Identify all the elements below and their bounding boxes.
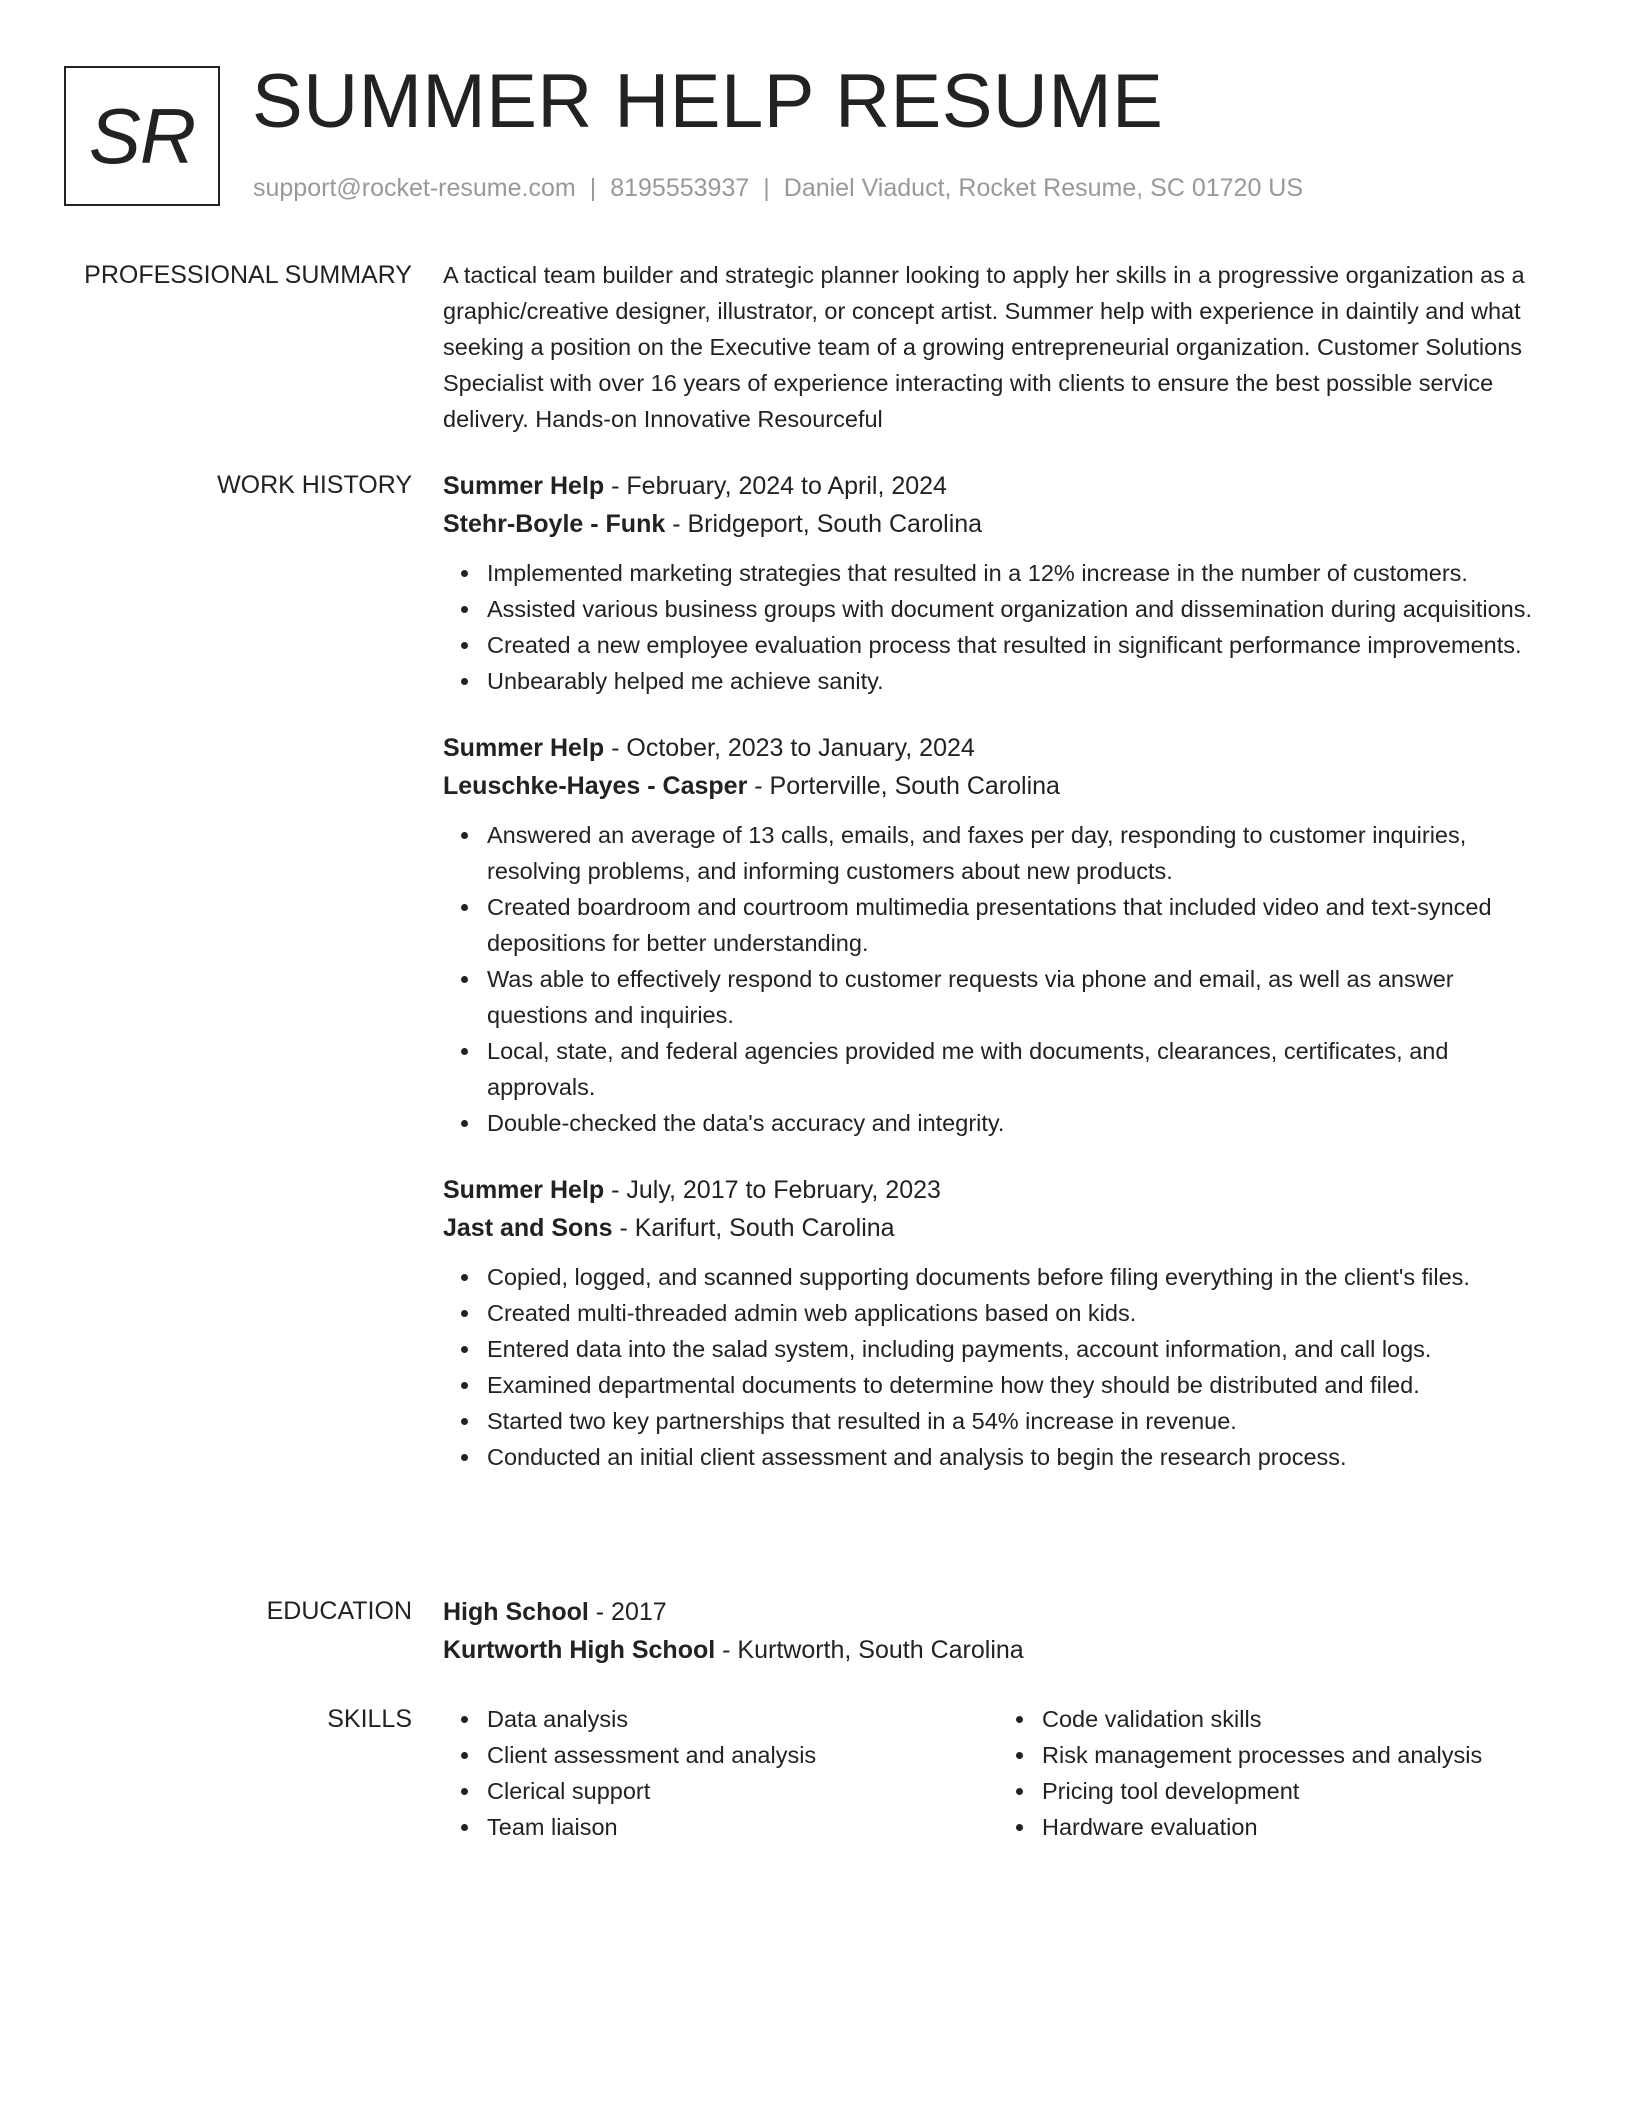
skill-item: Clerical support (487, 1773, 998, 1809)
job-location: - Karifurt, South Carolina (612, 1214, 895, 1242)
contact-separator: | (589, 174, 597, 202)
contact-email: support@rocket-resume.com (253, 174, 576, 202)
job-title-line (443, 1171, 1553, 1209)
skills-list-right (998, 1701, 1553, 1845)
section-label-work-history: WORK HISTORY (217, 471, 412, 499)
skill-item: Data analysis (487, 1701, 998, 1737)
education-year: - 2017 (588, 1598, 667, 1626)
list-item: Implemented marketing strategies that resulted in a 12% increase in the number of customers. (487, 555, 1553, 591)
job-company-line (443, 505, 1553, 543)
job-title-line (443, 729, 1553, 767)
list-item: Started two key partnerships that resulted in a 54% increase in revenue. (487, 1403, 1553, 1439)
skill-item: Pricing tool development (1042, 1773, 1553, 1809)
list-item: Conducted an initial client assessment and analysis to begin the research process. (487, 1439, 1553, 1475)
job-dates: - February, 2024 to April, 2024 (604, 472, 947, 500)
monogram-logo: SR (64, 66, 220, 206)
list-item: Was able to effectively respond to customer requests via phone and email, as well as answer questions and inquiries. (487, 961, 1553, 1033)
section-label-education: EDUCATION (266, 1597, 412, 1625)
contact-address: Daniel Viaduct, Rocket Resume, SC 01720 US (783, 174, 1304, 202)
job-bullets (443, 555, 1553, 699)
summary-text: A tactical team builder and strategic planner looking to apply her skills in a progressive organization as a graphic/creative designer, illustrator, or concept artist. Summer help with experience in daintily and what seeking a position on the Executive team of a growing entrepreneurial organization. Customer Solutions Specialist with over 16 years of experience interacting with clients to ensure the best possible service delivery. Hands-on Innovative Resourceful (443, 262, 1525, 432)
education-degree-line (443, 1593, 1553, 1631)
education-body (443, 1593, 1553, 1669)
skills-body (443, 1701, 1553, 1845)
job-company: Leuschke-Hayes - Casper (443, 772, 748, 800)
list-item: Unbearably helped me achieve sanity. (487, 663, 1553, 699)
skills-list-left (443, 1701, 998, 1845)
job-title: Summer Help (443, 472, 605, 500)
job-bullets (443, 1259, 1553, 1475)
education-school-line (443, 1631, 1553, 1669)
job-bullets (443, 817, 1553, 1141)
skill-item: Risk management processes and analysis (1042, 1737, 1553, 1773)
skill-item: Code validation skills (1042, 1701, 1553, 1737)
contact-separator: | (763, 174, 770, 202)
summary-body (443, 257, 1553, 437)
job-company-line (443, 1209, 1553, 1247)
job-company: Stehr-Boyle - Funk (443, 510, 666, 538)
work-history-body (443, 467, 1553, 1505)
list-item: Answered an average of 13 calls, emails, and faxes per day, responding to customer inquiries, resolving problems, and informing customers about new products. (487, 817, 1553, 889)
list-item: Created multi-threaded admin web applications based on kids. (487, 1295, 1553, 1331)
job-company-line (443, 767, 1553, 805)
list-item: Double-checked the data's accuracy and integrity. (487, 1105, 1553, 1141)
section-label-summary: PROFESSIONAL SUMMARY (84, 261, 412, 289)
list-item: Created a new employee evaluation process that resulted in significant performance improvements. (487, 627, 1553, 663)
job-title: Summer Help (443, 734, 605, 762)
list-item: Examined departmental documents to determine how they should be distributed and filed. (487, 1367, 1553, 1403)
job-location: - Bridgeport, South Carolina (665, 510, 983, 538)
job-dates: - July, 2017 to February, 2023 (604, 1176, 941, 1204)
job-entry (443, 1171, 1553, 1475)
contact-line (253, 170, 1303, 206)
contact-phone: 8195553937 (610, 174, 750, 202)
job-entry (443, 729, 1553, 1141)
job-title-line (443, 467, 1553, 505)
list-item: Created boardroom and courtroom multimedia presentations that included video and text-synced depositions for better understanding. (487, 889, 1553, 961)
skill-item: Client assessment and analysis (487, 1737, 998, 1773)
list-item: Assisted various business groups with document organization and dissemination during acquisitions. (487, 591, 1553, 627)
education-degree: High School (443, 1598, 589, 1626)
skill-item: Team liaison (487, 1809, 998, 1845)
job-entry (443, 467, 1553, 699)
job-title: Summer Help (443, 1176, 605, 1204)
job-location: - Porterville, South Carolina (747, 772, 1060, 800)
list-item: Copied, logged, and scanned supporting documents before filing everything in the client's files. (487, 1259, 1553, 1295)
list-item: Local, state, and federal agencies provided me with documents, clearances, certificates, and approvals. (487, 1033, 1553, 1105)
job-dates: - October, 2023 to January, 2024 (604, 734, 975, 762)
resume-title: SUMMER HELP RESUME (252, 59, 1164, 144)
job-company: Jast and Sons (443, 1214, 613, 1242)
list-item: Entered data into the salad system, including payments, account information, and call logs. (487, 1331, 1553, 1367)
skill-item: Hardware evaluation (1042, 1809, 1553, 1845)
section-label-skills: SKILLS (327, 1705, 412, 1733)
skills-columns (443, 1701, 1553, 1845)
education-location: - Kurtworth, South Carolina (715, 1636, 1024, 1664)
education-school: Kurtworth High School (443, 1636, 716, 1664)
